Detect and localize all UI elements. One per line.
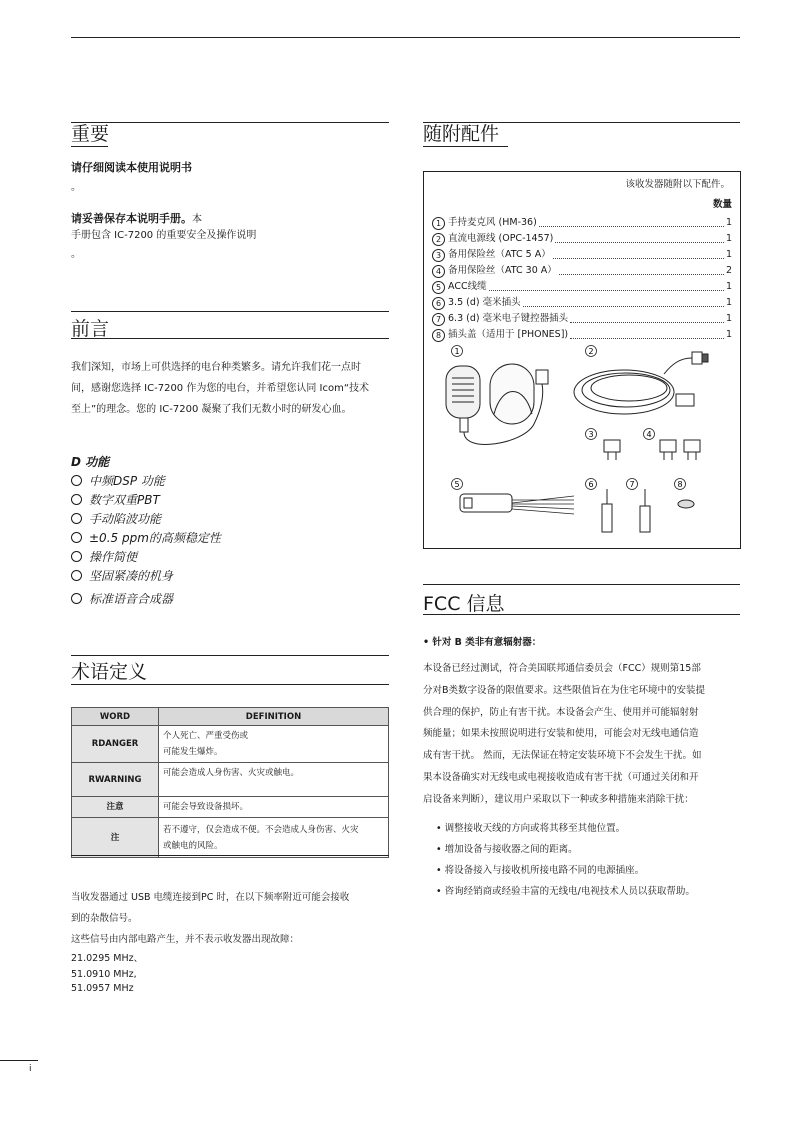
feature-item: 操作简便 [71,548,371,567]
fcc-line: 成有害干扰。 然而，无法保证在特定安装环境下不会发生干扰。如 [423,750,702,762]
fcc-body [423,658,743,811]
important-line4: 。 [71,249,81,260]
list-item: 8 插头盖（适用于 [PHONES]) 1 [432,327,732,343]
accessories-title: 随附配件 [423,123,500,145]
important-top-rule [71,122,389,123]
list-item: • 将设备接入与接收机所接电路不同的电源插座。 [436,860,695,881]
fcc-bullets [436,818,695,902]
list-item: 3 备用保险丝（ATC 5 A） 1 [432,247,732,263]
accessories-qty-label: 数量 [712,199,732,210]
terms-title-underline [71,684,389,685]
terms-title: 术语定义 [71,661,148,683]
list-item: 4 备用保险丝（ATC 30 A） 2 [432,263,732,279]
preface-line-3: 至上”的理念。您的 IC-7200 凝聚了我们无数小时的研发心血。 [71,404,352,415]
list-item: 7 6.3 (d) 毫米电子键控器插头 1 [432,311,732,327]
feature-item: 坚固紧凑的机身 [71,567,371,586]
svg-text:4: 4 [646,430,652,439]
list-item: • 增加设备与接收器之间的距离。 [436,839,695,860]
circle-bullet-icon [71,475,82,486]
acc-cable-icon [460,494,574,514]
plug-icon [602,489,650,532]
important-title: 重要 [71,123,110,145]
svg-text:1: 1 [454,347,460,356]
important-line1 [71,157,192,178]
svg-text:2: 2 [588,347,594,356]
term-definition: 可能会造成人身伤害、火灾或触电。 [159,763,389,797]
plug-cap-icon [678,500,694,508]
feature-item: 数字双重PBT [71,491,371,510]
preface-line-2: 间，感谢您选择 IC-7200 作为您的电台，并希望您认同 Icom“技术 [71,383,370,394]
preface-line-1: 我们深知，市场上可供选择的电台种类繁多。请允许我们花一点时 [71,362,361,373]
microphone-icon [446,364,548,444]
important-line3: 手册包含 IC-7200 的重要安全及操作说明 [71,230,257,241]
svg-text:8: 8 [677,480,683,489]
freq-1: 21.0295 MHz、 [71,953,144,964]
important-line1-bold: 请仔细阅读本使用说明书 [71,161,192,174]
list-item: 6 3.5 (d) 毫米插头 1 [432,295,732,311]
term-word: RDANGER [72,726,159,763]
list-item: 1 手持麦克风 (HM-36) 1 [432,215,732,231]
preface-top-rule [71,311,389,312]
top-rule [71,37,740,38]
feature-item: 标准语音合成器 [71,590,371,609]
freq-3: 51.0957 MHz [71,983,134,994]
preface-title-underline [71,338,389,339]
accessories-illustration [424,344,740,544]
fcc-title: FCC 信息 [423,593,505,615]
fcc-subtitle: • 针对 B 类非有意辐射器： [423,637,542,648]
list-item: • 调整接收天线的方向或将其移至其他位置。 [436,818,695,839]
feature-item: 手动陷波功能 [71,510,371,529]
term-word: 注 [72,818,159,858]
table-row [72,797,389,818]
feature-item: 中频DSP 功能 [71,472,371,491]
callout-numbers [452,346,686,490]
features-title: D 功能 [71,455,110,469]
terms-header-def: DEFINITION [159,708,389,726]
term-definition: 个人死亡、严重受伤或 可能发生爆炸。 [159,726,389,763]
svg-text:7: 7 [629,480,635,489]
important-line2-rest: 本 [192,214,202,225]
term-word: RWARNING [72,763,159,797]
fcc-line: 本设备已经过测试，符合美国联邦通信委员会（FCC）规则第15部 [423,663,701,674]
term-definition: 可能会导致设备损坏。 [159,797,389,818]
terms-header-row [72,708,389,726]
important-line2-bold: 请妥善保存本说明手册。 [71,212,192,225]
terms-top-rule [71,655,389,656]
page-number-rule [0,1060,38,1061]
list-item: • 咨询经销商或经验丰富的无线电/电视技术人员以获取帮助。 [436,881,695,902]
fcc-top-rule [423,584,740,585]
terms-bottom-rule [71,855,389,856]
accessories-title-underline [423,146,508,147]
table-row [72,726,389,763]
accessories-intro: 该收发器随附以下配件。 [625,179,730,190]
circle-bullet-icon [71,570,82,581]
preface-title: 前言 [71,318,110,340]
features-list [71,452,371,609]
circle-bullet-icon [71,513,82,524]
dc-cable-icon [574,352,708,414]
circle-bullet-icon [71,532,82,543]
fcc-line: 分对B类数字设备的限值要求。这些限值旨在为住宅环境中的安装提 [423,684,706,696]
fcc-line: 频能量；如果未按照说明进行安装和使用，可能会对无线电通信造 [423,728,699,740]
usb-note-line3: 这些信号由内部电路产生，并不表示收发器出现故障： [71,934,300,945]
svg-text:3: 3 [588,430,594,439]
accessories-box [423,171,741,549]
circle-bullet-icon [71,494,82,505]
terms-table [71,707,389,858]
term-word: 注意 [72,797,159,818]
usb-note-line2: 到的杂散信号。 [71,913,138,924]
list-item: 5 ACC线缆 1 [432,279,732,295]
circle-bullet-icon [71,551,82,562]
usb-note-line1: 当收发器通过 USB 电缆连接到PC 时，在以下频率附近可能会接收 [71,892,350,903]
svg-text:5: 5 [454,480,460,489]
terms-header-word: WORD [72,708,159,726]
freq-2: 51.0910 MHz, [71,969,137,980]
fuse-icon [604,440,700,460]
feature-item: ±0.5 ppm的高频稳定性 [71,529,371,548]
fcc-line: 启设备来判断），建议用户采取以下一种或多种措施来消除干扰： [423,793,694,805]
term-definition: 若不遵守，仅会造成不便。不会造成人身伤害、火灾 或触电的风险。 [159,818,389,858]
important-line1-tail: 。 [71,182,81,193]
table-row [72,763,389,797]
list-item: 2 直流电源线 (OPC-1457) 1 [432,231,732,247]
important-title-underline [71,146,108,147]
table-row [72,818,389,858]
fcc-line: 果本设备确实对无线电或电视接收造成有害干扰（可通过关闭和开 [423,771,699,783]
svg-text:6: 6 [588,480,594,489]
circle-bullet-icon [71,593,82,604]
fcc-title-underline [423,614,740,615]
page-number: i [29,1064,32,1074]
fcc-line: 供合理的保护，防止有害干扰。本设备会产生、使用并可能辐射射 [423,706,699,718]
